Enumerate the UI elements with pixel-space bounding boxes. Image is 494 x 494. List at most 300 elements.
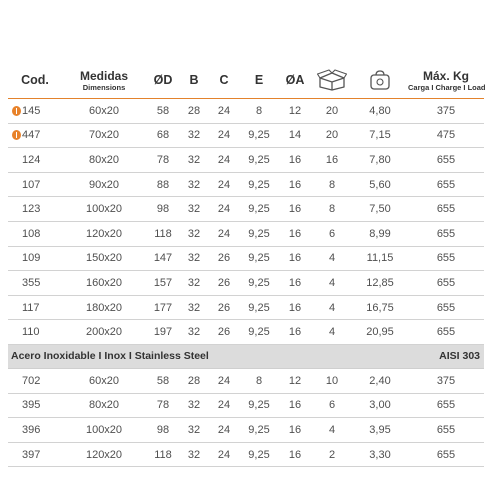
cell-weight [352, 172, 408, 197]
cell-code-value: 117 [22, 301, 40, 314]
cell-e-value: 9,25 [248, 276, 270, 289]
cell-e [240, 172, 278, 197]
cell-qty [312, 172, 352, 197]
table-body-stainless [8, 368, 484, 466]
table-row [8, 221, 484, 246]
cell-c-value: 24 [217, 104, 231, 117]
cell-a-value: 16 [288, 252, 302, 265]
cell-a-value: 16 [288, 448, 302, 461]
cell-e [240, 418, 278, 443]
cell-weight [352, 418, 408, 443]
cell-d [146, 295, 180, 320]
cell-d [146, 99, 180, 124]
cell-b-value: 28 [187, 374, 201, 387]
cell-weight [352, 99, 408, 124]
cell-e-value: 9,25 [248, 301, 270, 314]
cell-c [208, 148, 240, 173]
cell-c [208, 393, 240, 418]
cell-a-value: 16 [288, 301, 302, 314]
cell-code [8, 368, 62, 393]
cell-b-value: 32 [187, 153, 201, 166]
table-row [8, 246, 484, 271]
cell-qty-value: 8 [328, 203, 336, 216]
table-row [8, 99, 484, 124]
cell-load-value: 655 [436, 203, 456, 216]
table-row [8, 368, 484, 393]
cell-c [208, 99, 240, 124]
cell-code [8, 99, 62, 124]
cell-a [278, 271, 312, 296]
cell-d-value: 197 [153, 326, 173, 339]
cell-load-value: 655 [436, 301, 456, 314]
cell-qty-value: 4 [328, 301, 336, 314]
cell-load [408, 99, 484, 124]
cell-qty-value: 6 [328, 399, 336, 412]
cell-a [278, 368, 312, 393]
cell-weight-value: 5,60 [369, 178, 391, 191]
cell-dim-value: 120x20 [85, 448, 123, 461]
cell-d-value: 78 [156, 399, 170, 412]
box-icon [317, 69, 347, 91]
table-body-standard [8, 99, 484, 345]
section-header [8, 344, 484, 368]
cell-weight [352, 393, 408, 418]
cell-qty-value: 4 [328, 326, 336, 339]
cell-dim-value: 60x20 [89, 374, 119, 387]
cell-a [278, 393, 312, 418]
cell-load [408, 148, 484, 173]
cell-weight [352, 368, 408, 393]
cell-a-value: 12 [288, 374, 302, 387]
cell-d [146, 393, 180, 418]
cell-load [408, 271, 484, 296]
cell-e-value: 8 [255, 374, 263, 387]
cell-b-value: 32 [187, 178, 201, 191]
cell-qty-value: 20 [325, 104, 339, 117]
cell-c-value: 26 [217, 301, 231, 314]
cell-weight-value: 16,75 [366, 301, 394, 314]
header-e: E [254, 73, 264, 87]
cell-qty-value: 20 [325, 129, 339, 142]
cell-qty [312, 246, 352, 271]
header-code: Cod. [21, 73, 49, 87]
cell-c-value: 24 [217, 129, 231, 142]
cell-code-value: 108 [22, 227, 41, 240]
cell-load-value: 655 [436, 448, 456, 461]
cell-a [278, 418, 312, 443]
cell-b [180, 246, 208, 271]
cell-qty [312, 368, 352, 393]
cell-c-value: 26 [217, 276, 231, 289]
cell-a [278, 123, 312, 148]
cell-b-value: 32 [187, 129, 201, 142]
header-measures-label: Medidas [79, 68, 128, 83]
info-mark-icon [12, 130, 21, 140]
cell-c [208, 295, 240, 320]
wheel-spec-table [8, 62, 484, 467]
cell-b-value: 28 [187, 104, 201, 117]
cell-a [278, 295, 312, 320]
cell-weight [352, 148, 408, 173]
cell-e [240, 221, 278, 246]
cell-weight-value: 3,30 [369, 448, 391, 461]
cell-qty [312, 148, 352, 173]
cell-weight [352, 221, 408, 246]
cell-load-value: 655 [436, 153, 456, 166]
cell-d [146, 172, 180, 197]
cell-load [408, 246, 484, 271]
cell-dim [62, 246, 146, 271]
cell-b [180, 418, 208, 443]
cell-weight-value: 7,50 [369, 203, 391, 216]
cell-a [278, 320, 312, 345]
cell-c [208, 320, 240, 345]
cell-code [8, 418, 62, 443]
cell-load [408, 123, 484, 148]
cell-code [8, 393, 62, 418]
table-row [8, 172, 484, 197]
cell-d-value: 88 [156, 178, 170, 191]
cell-a [278, 221, 312, 246]
cell-a-value: 14 [288, 129, 302, 142]
section-code: AISI 303 [352, 344, 484, 368]
cell-dim-value: 80x20 [89, 153, 119, 166]
cell-d-value: 68 [156, 129, 170, 142]
cell-d [146, 418, 180, 443]
cell-dim-value: 100x20 [85, 203, 123, 216]
cell-code [8, 148, 62, 173]
cell-b-value: 32 [187, 448, 201, 461]
cell-d-value: 118 [154, 227, 172, 240]
cell-c [208, 246, 240, 271]
cell-b-value: 32 [187, 276, 201, 289]
cell-d [146, 368, 180, 393]
cell-e [240, 393, 278, 418]
cell-d-value: 58 [156, 104, 170, 117]
cell-a [278, 442, 312, 467]
cell-weight [352, 123, 408, 148]
cell-d [146, 221, 180, 246]
cell-dim [62, 99, 146, 124]
cell-b [180, 442, 208, 467]
cell-code-value: 396 [22, 423, 41, 436]
cell-qty [312, 123, 352, 148]
header-d: ØD [153, 73, 173, 87]
cell-weight [352, 197, 408, 222]
cell-weight-value: 12,85 [366, 276, 394, 289]
table-row [8, 393, 484, 418]
cell-weight-value: 20,95 [366, 326, 394, 339]
header-box [312, 62, 352, 99]
cell-d-value: 147 [153, 252, 173, 265]
cell-c [208, 123, 240, 148]
cell-a [278, 197, 312, 222]
cell-b-value: 32 [187, 399, 201, 412]
cell-c [208, 172, 240, 197]
cell-b-value: 32 [187, 423, 201, 436]
cell-qty [312, 442, 352, 467]
cell-load [408, 320, 484, 345]
cell-d-value: 98 [156, 423, 170, 436]
cell-code-value: 109 [22, 252, 41, 265]
cell-code [8, 442, 62, 467]
cell-c-value: 24 [217, 203, 231, 216]
cell-e-value: 9,25 [248, 227, 270, 240]
cell-qty [312, 418, 352, 443]
cell-code-value: 702 [22, 374, 41, 387]
section-row [8, 344, 484, 368]
header-max-load-sub: Carga I Charge I Load [408, 82, 486, 92]
header-max-load [408, 62, 484, 99]
cell-c-value: 24 [217, 399, 231, 412]
cell-load [408, 295, 484, 320]
cell-code [8, 123, 62, 148]
cell-c-value: 24 [217, 374, 231, 387]
cell-code [8, 320, 62, 345]
cell-load-value: 375 [436, 104, 456, 117]
header-weight [352, 62, 408, 99]
cell-load [408, 172, 484, 197]
cell-dim [62, 393, 146, 418]
cell-e-value: 9,25 [248, 153, 270, 166]
cell-qty-value: 4 [328, 276, 336, 289]
cell-a-value: 16 [288, 203, 302, 216]
cell-e [240, 123, 278, 148]
cell-dim-value: 60x20 [89, 104, 119, 117]
cell-load-value: 655 [436, 178, 456, 191]
cell-c [208, 271, 240, 296]
cell-qty-value: 16 [325, 153, 339, 166]
cell-e-value: 9,25 [248, 129, 270, 142]
header-a: ØA [285, 73, 305, 87]
cell-e [240, 271, 278, 296]
cell-a-value: 16 [288, 276, 302, 289]
cell-dim [62, 418, 146, 443]
cell-a-value: 16 [288, 178, 302, 191]
table-row [8, 320, 484, 345]
cell-d [146, 246, 180, 271]
cell-e-value: 9,25 [248, 448, 270, 461]
cell-e-value: 9,25 [248, 252, 270, 265]
cell-load-value: 375 [436, 374, 456, 387]
cell-weight [352, 295, 408, 320]
cell-a [278, 148, 312, 173]
table-row [8, 123, 484, 148]
cell-c [208, 197, 240, 222]
cell-e [240, 246, 278, 271]
cell-code-value: 124 [22, 153, 41, 166]
cell-dim-value: 160x20 [85, 276, 123, 289]
cell-code [8, 197, 62, 222]
cell-qty-value: 4 [328, 252, 336, 265]
cell-load [408, 393, 484, 418]
cell-dim [62, 197, 146, 222]
cell-dim-value: 180x20 [85, 301, 123, 314]
cell-load [408, 197, 484, 222]
cell-e [240, 442, 278, 467]
cell-a-value: 16 [288, 326, 302, 339]
cell-code [8, 271, 62, 296]
header-row [8, 62, 484, 99]
cell-code-value: 397 [22, 448, 41, 461]
cell-qty [312, 393, 352, 418]
section-label: Acero Inoxidable I Inox I Stainless Steel [8, 344, 352, 368]
cell-dim-value: 120x20 [85, 227, 123, 240]
cell-e-value: 9,25 [248, 423, 270, 436]
cell-load [408, 418, 484, 443]
cell-b [180, 393, 208, 418]
cell-d [146, 123, 180, 148]
header-c: C [219, 73, 229, 87]
cell-e-value: 9,25 [248, 203, 270, 216]
cell-d-value: 177 [153, 301, 173, 314]
cell-d [146, 320, 180, 345]
cell-weight [352, 246, 408, 271]
cell-c-value: 24 [217, 227, 231, 240]
header-b: B [189, 73, 199, 87]
cell-b-value: 32 [187, 326, 201, 339]
cell-weight-value: 3,00 [369, 399, 391, 412]
cell-d-value: 58 [156, 374, 170, 387]
cell-weight-value: 8,99 [369, 227, 391, 240]
cell-b-value: 32 [187, 227, 201, 240]
cell-e [240, 295, 278, 320]
cell-code-value: 395 [22, 399, 41, 412]
cell-weight-value: 2,40 [369, 374, 391, 387]
cell-e [240, 320, 278, 345]
cell-e-value: 9,25 [248, 178, 270, 191]
cell-dim-value: 70x20 [89, 129, 119, 142]
cell-code-value: 110 [22, 326, 40, 339]
cell-load-value: 655 [436, 326, 456, 339]
cell-load-value: 475 [436, 129, 456, 142]
cell-b [180, 368, 208, 393]
cell-load-value: 655 [436, 399, 456, 412]
cell-qty [312, 295, 352, 320]
cell-c-value: 24 [217, 448, 231, 461]
cell-qty-value: 8 [328, 178, 336, 191]
table-row [8, 295, 484, 320]
cell-e-value: 9,25 [248, 326, 270, 339]
cell-e [240, 197, 278, 222]
cell-a-value: 12 [288, 104, 302, 117]
cell-e [240, 148, 278, 173]
cell-load [408, 221, 484, 246]
cell-qty-value: 6 [328, 227, 336, 240]
cell-dim-value: 80x20 [89, 399, 119, 412]
cell-weight [352, 320, 408, 345]
cell-qty [312, 221, 352, 246]
header-dimensions-label: Dimensions [82, 82, 126, 92]
table-row [8, 148, 484, 173]
cell-load [408, 368, 484, 393]
cell-a [278, 99, 312, 124]
wheel-weight-icon [368, 69, 392, 91]
cell-load-value: 655 [436, 227, 456, 240]
cell-b [180, 221, 208, 246]
cell-dim [62, 123, 146, 148]
cell-d-value: 157 [153, 276, 173, 289]
cell-load-value: 655 [436, 276, 456, 289]
cell-dim [62, 442, 146, 467]
cell-c-value: 26 [217, 252, 231, 265]
cell-dim [62, 172, 146, 197]
cell-qty-value: 4 [328, 423, 336, 436]
cell-weight [352, 442, 408, 467]
cell-qty [312, 99, 352, 124]
cell-a [278, 246, 312, 271]
cell-b [180, 320, 208, 345]
cell-code [8, 172, 62, 197]
cell-code-value: 355 [22, 276, 41, 289]
cell-c-value: 24 [217, 178, 231, 191]
cell-code [8, 221, 62, 246]
cell-dim-value: 90x20 [89, 178, 119, 191]
cell-qty [312, 320, 352, 345]
table-row [8, 271, 484, 296]
cell-d-value: 78 [156, 153, 170, 166]
cell-load-value: 655 [436, 252, 456, 265]
cell-b [180, 295, 208, 320]
cell-c [208, 418, 240, 443]
cell-b [180, 148, 208, 173]
cell-qty [312, 197, 352, 222]
cell-b-value: 32 [187, 203, 201, 216]
cell-weight-value: 7,15 [369, 129, 391, 142]
cell-e-value: 9,25 [248, 399, 270, 412]
cell-weight-value: 11,15 [366, 252, 394, 265]
cell-code [8, 246, 62, 271]
cell-e-value: 8 [255, 104, 263, 117]
cell-c-value: 26 [217, 326, 231, 339]
cell-a [278, 172, 312, 197]
cell-b [180, 197, 208, 222]
cell-dim [62, 368, 146, 393]
cell-qty [312, 271, 352, 296]
cell-c [208, 442, 240, 467]
cell-dim [62, 148, 146, 173]
cell-d-value: 98 [156, 203, 170, 216]
cell-c-value: 24 [217, 153, 231, 166]
cell-code [8, 295, 62, 320]
cell-dim [62, 271, 146, 296]
cell-d [146, 148, 180, 173]
info-mark-icon [12, 106, 21, 116]
cell-dim-value: 150x20 [85, 252, 123, 265]
cell-weight-value: 3,95 [369, 423, 391, 436]
cell-d [146, 442, 180, 467]
cell-e [240, 368, 278, 393]
cell-dim-value: 200x20 [85, 326, 123, 339]
cell-code-value: 107 [22, 178, 41, 191]
cell-code-value: 447 [22, 129, 41, 142]
table-row [8, 442, 484, 467]
cell-qty-value: 10 [325, 374, 339, 387]
cell-d [146, 197, 180, 222]
cell-a-value: 16 [288, 399, 302, 412]
cell-b [180, 99, 208, 124]
cell-load-value: 655 [436, 423, 456, 436]
cell-dim-value: 100x20 [85, 423, 123, 436]
cell-a-value: 16 [288, 423, 302, 436]
cell-qty-value: 2 [328, 448, 336, 461]
cell-c-value: 24 [217, 423, 231, 436]
cell-c [208, 221, 240, 246]
cell-a-value: 16 [288, 153, 302, 166]
cell-load [408, 442, 484, 467]
table-row [8, 418, 484, 443]
cell-weight-value: 7,80 [369, 153, 391, 166]
